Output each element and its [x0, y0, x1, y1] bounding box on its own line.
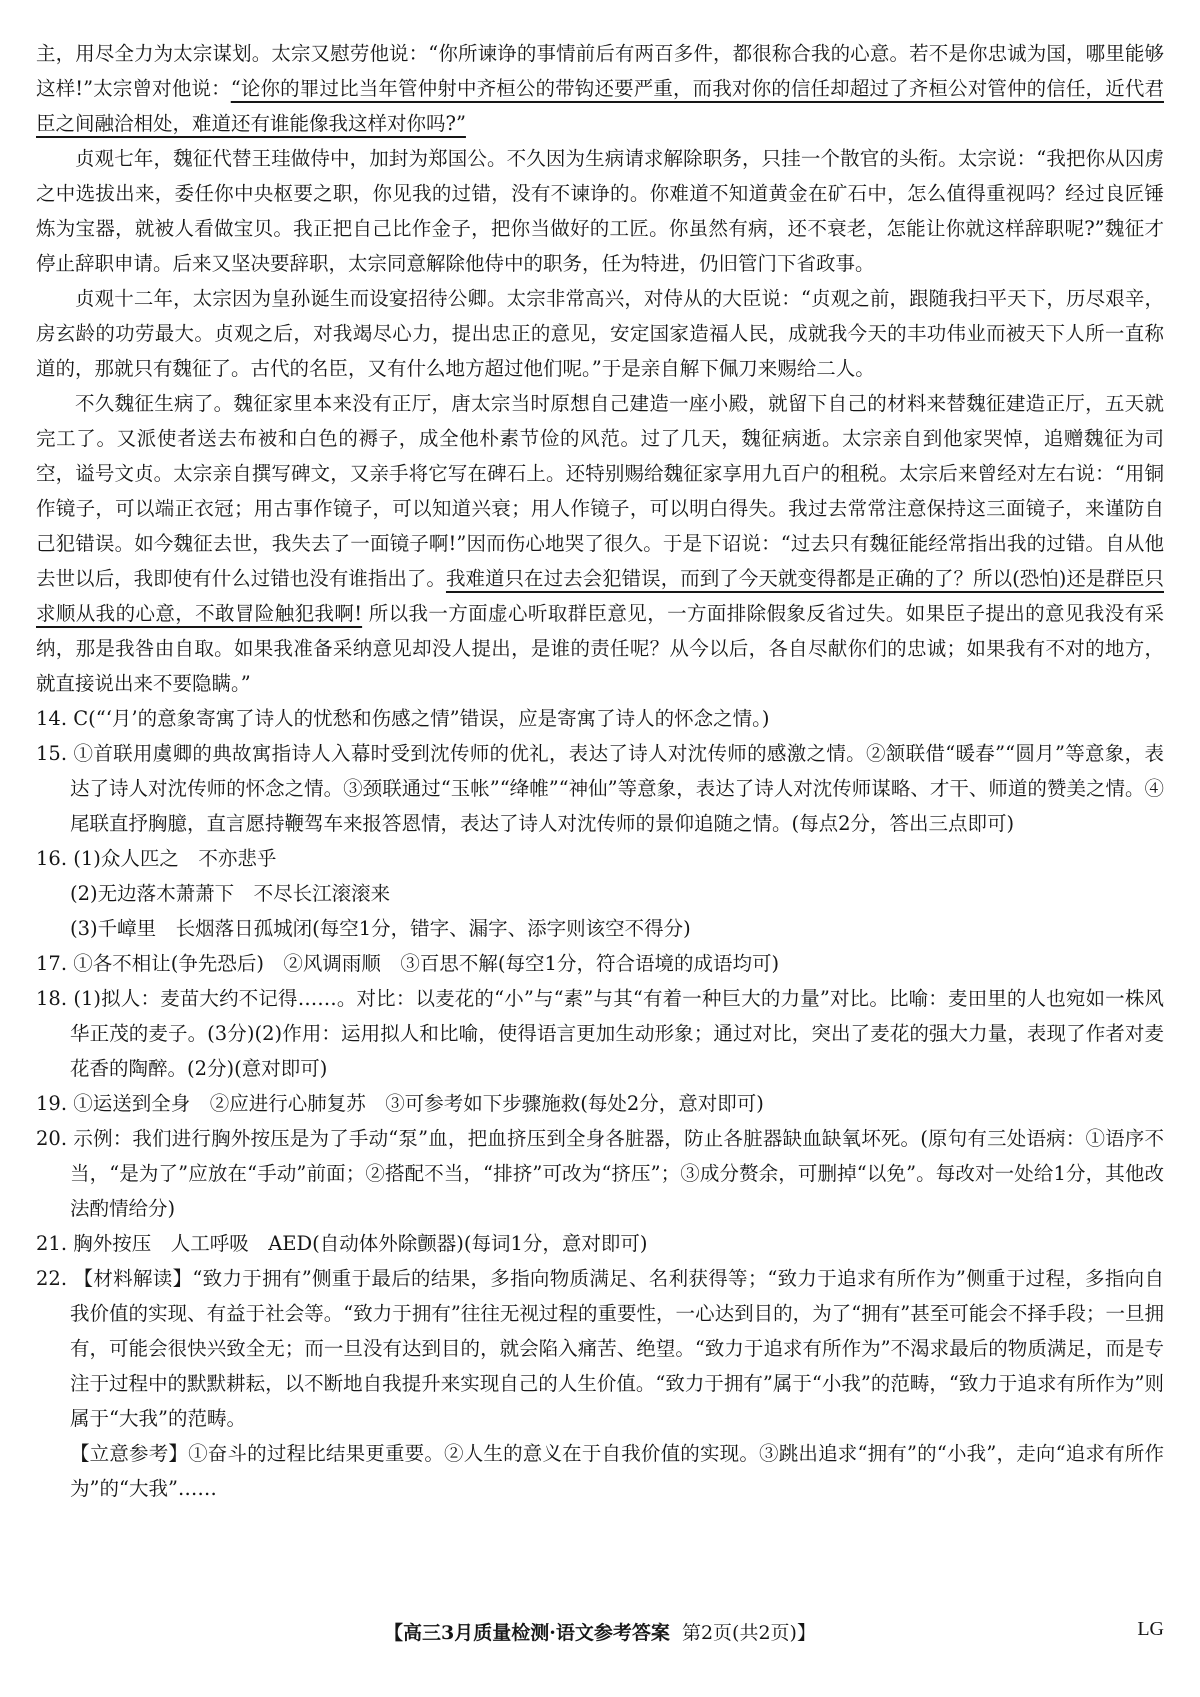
answer-20: 20. 示例：我们进行胸外按压是为了手动“泵”血，把血挤压到全身各脏器，防止各脏器缺血缺氧坏死。(原句有三处语病：①语序不当，“是为了”应放在“手动”前面；②搭配不当，“排挤”可改为“挤压”；③成分赘余，可删掉“以免”。每改对一处给1分，其他改法酌情给分)	[36, 1127, 1164, 1220]
translation-paragraph-3: 贞观十二年，太宗因为皇孙诞生而设宴招待公卿。太宗非常高兴，对侍从的大臣说：“贞观之前，跟随我扫平天下，历尽艰辛，房玄龄的功劳最大。贞观之后，对我竭尽心力，提出忠正的意见，安定国家造福人民，成就我今天的丰功伟业而被天下人所一直称道的，那就只有魏征了。古代的名臣，又有什么地方超过他们呢。”于是亲自解下佩刀来赐给二人。	[36, 287, 1164, 380]
page-footer	[36, 1612, 1164, 1652]
answer-18: 18. (1)拟人：麦苗大约不记得……。对比：以麦花的“小”与“素”与其“有着一种巨大的力量”对比。比喻：麦田里的人也宛如一株风华正茂的麦子。(3分)(2)作用：运用拟人和比喻，使得语言更加生动形象；通过对比，突出了麦花的强大力量，表现了作者对麦花香的陶醉。(2分)(意对即可)	[36, 987, 1164, 1080]
answer-16-part-2: (2)无边落木萧萧下 不尽长江滚滚来	[70, 882, 391, 905]
translation-paragraph-1	[36, 36, 1164, 141]
answer-16: 16. (1)众人匹之 不亦悲乎	[36, 847, 277, 870]
answer-17: 17. ①各不相让(争先恐后) ②风调雨顺 ③百思不解(每空1分，符合语境的成语均可)	[36, 952, 780, 975]
answer-16-part-3: (3)千嶂里 长烟落日孤城闭(每空1分，错字、漏字、添字则该空不得分)	[70, 917, 691, 940]
footer-exam-name: 【高三3月质量检测	[384, 1622, 550, 1644]
paragraph-text: 所以我一方面虚心听取群臣意见，一方面排除假象反省过失。如果臣子提出的意见我没有采纳，那是我咎由自取。如果我准备采纳意见却没人提出，是谁的责任呢？从今以后，各自尽献你们的忠诚；如果我有不对的地方，就直接说出来不要隐瞒。”	[36, 602, 1164, 695]
translation-paragraph-2: 贞观七年，魏征代替王珪做侍中，加封为郑国公。不久因为生病请求解除职务，只挂一个散官的头衔。太宗说：“我把你从囚虏之中选拔出来，委任你中央枢要之职，你见我的过错，没有不谏诤的。你难道不知道黄金在矿石中，怎么值得重视吗？经过良匠锤炼为宝器，就被人看做宝贝。我正把自己比作金子，把你当做好的工匠。你虽然有病，还不衰老，怎能让你就这样辞职呢?”魏征才停止辞职申请。后来又坚决要辞职，太宗同意解除他侍中的职务，任为特进，仍旧管门下省政事。	[36, 147, 1164, 275]
answer-22: 22. 【材料解读】“致力于拥有”侧重于最后的结果，多指向物质满足、名利获得等；“致力于追求有所作为”侧重于过程，多指向自我价值的实现、有益于社会等。“致力于拥有”往往无视过程的重要性，一心达到目的，为了“拥有”甚至可能会不择手段；一旦拥有，可能会很快兴致全无；而一旦没有达到目的，就会陷入痛苦、绝望。“致力于追求有所作为”不渴求最后的物质满足，而是专注于过程中的默默耕耘，以不断地自我提升来实现自己的人生价值。“致力于拥有”属于“小我”的范畴，“致力于追求有所作为”则属于“大我”的范畴。	[36, 1267, 1164, 1430]
footer-title	[36, 1618, 1164, 1645]
answer-21: 21. 胸外按压 人工呼吸 AED(自动体外除颤器)(每词1分，意对即可)	[36, 1232, 648, 1255]
footer-separator: ·	[549, 1622, 556, 1644]
underlined-sentence: “论你的罪过比当年管仲射中齐桓公的带钩还要严重，而我对你的信任却超过了齐桓公对管仲的信任，近代君臣之间融洽相处，难道还有谁能像我这样对你吗?”	[36, 77, 1164, 135]
answer-22-reference: 【立意参考】①奋斗的过程比结果更重要。②人生的意义在于自我价值的实现。③跳出追求“拥有”的“小我”，走向“追求有所作为”的“大我”……	[70, 1442, 1164, 1500]
paragraph-text: 主，用尽全力为太宗谋划。太宗又慰劳他说：“你所谏诤的事情前后有两百多件，都很称合我的心意。若不是你忠诚为国，哪里能够这样!”太宗曾对他说：	[36, 42, 1164, 100]
paragraph-text: 不久魏征生病了。魏征家里本来没有正厅，唐太宗当时原想自己建造一座小殿，就留下自己的材料来替魏征建造正厅，五天就完工了。又派使者送去布被和白色的褥子，成全他朴素节俭的风范。过了几天，魏征病逝。太宗亲自到他家哭悼，追赠魏征为司空，谥号文贞。太宗亲自撰写碑文，又亲手将它写在碑石上。还特别赐给魏征家享用九百户的租税。太宗后来曾经对左右说：“用铜作镜子，可以端正衣冠；用古事作镜子，可以知道兴衰；用人作镜子，可以明白得失。我过去常常注意保持这三面镜子，来谨防自己犯错误。如今魏征去世，我失去了一面镜子啊!”因而伤心地哭了很久。于是下诏说：“过去只有魏征能经常指出我的过错。自从他去世以后，我即使有什么过错也没有谁指出了。	[36, 392, 1164, 590]
footer-code: LG	[1137, 1618, 1164, 1640]
footer-subject: 语文参考答案	[555, 1622, 670, 1644]
answer-15: 15. ①首联用虞卿的典故寓指诗人入幕时受到沈传师的优礼，表达了诗人对沈传师的感激之情。②颔联借“暖春”“圆月”等意象，表达了诗人对沈传师的怀念之情。③颈联通过“玉帐”“绛帷”“神仙”等意象，表达了诗人对沈传师谋略、才干、师道的赞美之情。④尾联直抒胸臆，直言愿持鞭驾车来报答恩情，表达了诗人对沈传师的景仰追随之情。(每点2分，答出三点即可)	[36, 742, 1164, 835]
answer-19: 19. ①运送到全身 ②应进行心肺复苏 ③可参考如下步骤施救(每处2分，意对即可)	[36, 1092, 764, 1115]
underlined-sentence: 我难道只在过去会犯错误，而到了今天就变得都是正确的了？所以(恐怕)还是群臣只求顺从我的心意，不敢冒险触犯我啊!	[36, 567, 1164, 625]
answer-page	[36, 36, 1164, 1506]
translation-paragraph-4	[36, 386, 1164, 701]
footer-page-number: 第2页(共2页)】	[681, 1622, 816, 1644]
answer-14: 14. C(“‘月’的意象寄寓了诗人的忧愁和伤感之情”错误，应是寄寓了诗人的怀念之情。)	[36, 707, 770, 730]
